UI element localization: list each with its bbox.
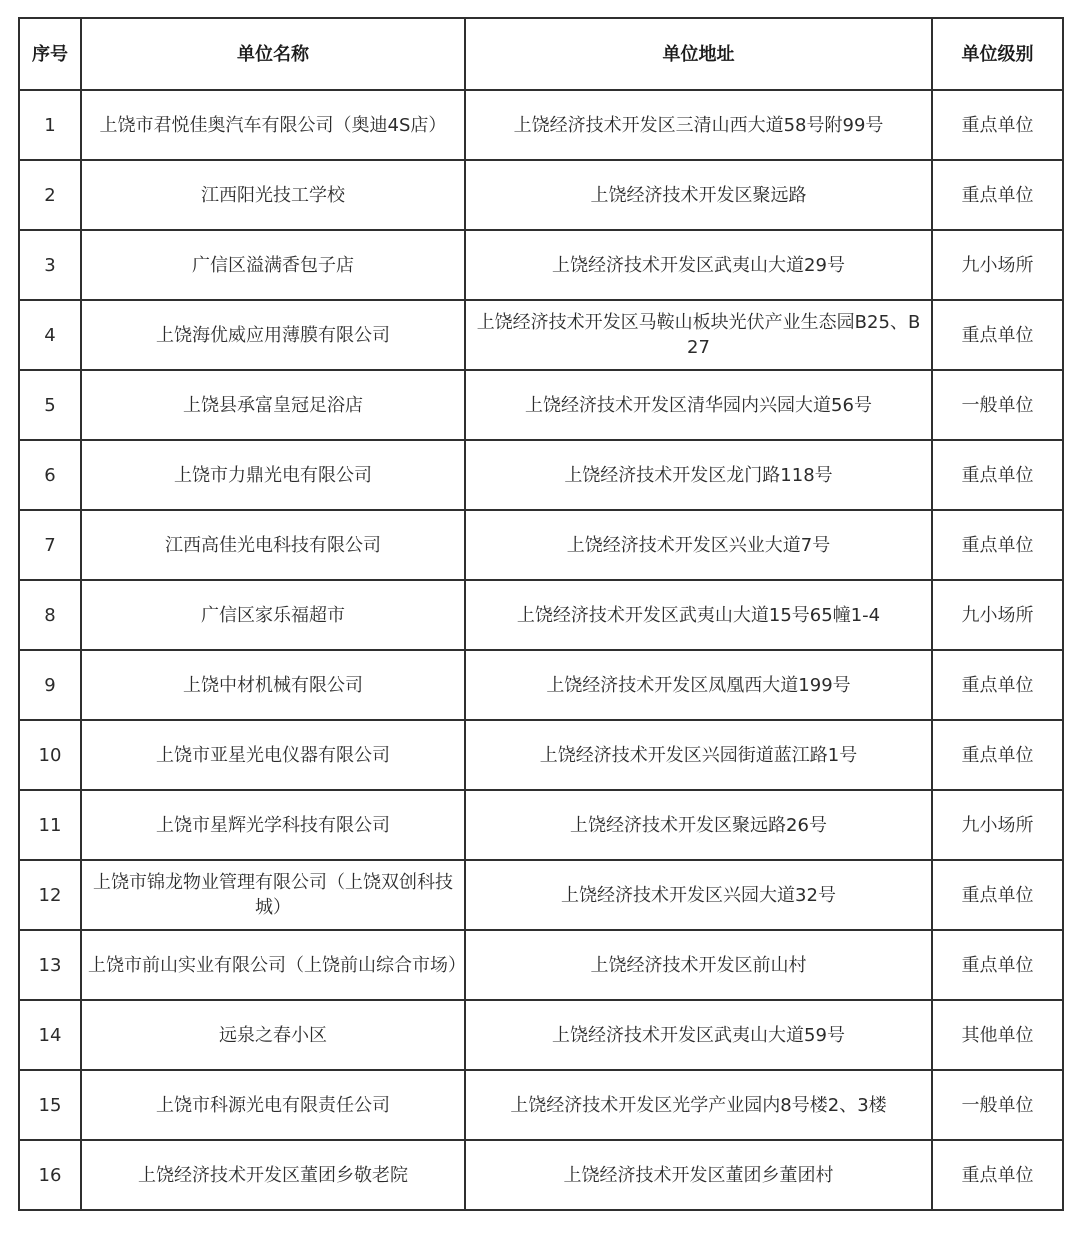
cell-name: 上饶市锦龙物业管理有限公司（上饶双创科技城） [81, 860, 465, 930]
table-row [19, 230, 1063, 300]
cell-name: 江西高佳光电科技有限公司 [81, 510, 465, 580]
table-row [19, 1070, 1063, 1140]
table-row [19, 1000, 1063, 1070]
cell-name: 上饶县承富皇冠足浴店 [81, 370, 465, 440]
cell-level: 九小场所 [932, 580, 1063, 650]
cell-index: 8 [19, 580, 81, 650]
cell-level: 重点单位 [932, 650, 1063, 720]
table-row [19, 720, 1063, 790]
cell-index: 9 [19, 650, 81, 720]
table-row [19, 790, 1063, 860]
cell-index: 1 [19, 90, 81, 160]
table-row [19, 300, 1063, 370]
cell-level: 重点单位 [932, 930, 1063, 1000]
unit-table [18, 17, 1064, 1211]
cell-name: 广信区家乐福超市 [81, 580, 465, 650]
table-row [19, 1140, 1063, 1210]
cell-address: 上饶经济技术开发区兴园大道32号 [465, 860, 932, 930]
table-row [19, 580, 1063, 650]
table-row [19, 930, 1063, 1000]
cell-level: 重点单位 [932, 860, 1063, 930]
cell-level: 重点单位 [932, 510, 1063, 580]
cell-name: 上饶经济技术开发区董团乡敬老院 [81, 1140, 465, 1210]
cell-level: 重点单位 [932, 160, 1063, 230]
cell-index: 10 [19, 720, 81, 790]
cell-address: 上饶经济技术开发区聚远路26号 [465, 790, 932, 860]
cell-name: 上饶市科源光电有限责任公司 [81, 1070, 465, 1140]
cell-address: 上饶经济技术开发区武夷山大道59号 [465, 1000, 932, 1070]
cell-index: 2 [19, 160, 81, 230]
cell-level: 重点单位 [932, 90, 1063, 160]
table-row [19, 90, 1063, 160]
table-body [19, 90, 1063, 1210]
unit-table-container [18, 17, 1062, 1211]
cell-level: 一般单位 [932, 1070, 1063, 1140]
cell-level: 九小场所 [932, 230, 1063, 300]
cell-address: 上饶经济技术开发区马鞍山板块光伏产业生态园B25、B27 [465, 300, 932, 370]
header-name: 单位名称 [81, 18, 465, 90]
cell-index: 16 [19, 1140, 81, 1210]
cell-level: 重点单位 [932, 1140, 1063, 1210]
cell-index: 14 [19, 1000, 81, 1070]
table-row [19, 510, 1063, 580]
cell-address: 上饶经济技术开发区龙门路118号 [465, 440, 932, 510]
cell-index: 11 [19, 790, 81, 860]
header-index: 序号 [19, 18, 81, 90]
cell-level: 重点单位 [932, 720, 1063, 790]
table-row [19, 860, 1063, 930]
cell-address: 上饶经济技术开发区清华园内兴园大道56号 [465, 370, 932, 440]
cell-address: 上饶经济技术开发区兴业大道7号 [465, 510, 932, 580]
table-row [19, 370, 1063, 440]
cell-address: 上饶经济技术开发区光学产业园内8号楼2、3楼 [465, 1070, 932, 1140]
cell-index: 6 [19, 440, 81, 510]
cell-name: 江西阳光技工学校 [81, 160, 465, 230]
cell-level: 重点单位 [932, 300, 1063, 370]
header-row [19, 18, 1063, 90]
cell-name: 广信区溢满香包子店 [81, 230, 465, 300]
cell-address: 上饶经济技术开发区董团乡董团村 [465, 1140, 932, 1210]
cell-name: 上饶海优威应用薄膜有限公司 [81, 300, 465, 370]
cell-level: 九小场所 [932, 790, 1063, 860]
cell-name: 上饶市君悦佳奥汽车有限公司（奥迪4S店） [81, 90, 465, 160]
cell-address: 上饶经济技术开发区武夷山大道15号65幢1-4 [465, 580, 932, 650]
cell-name: 上饶市前山实业有限公司（上饶前山综合市场） [81, 930, 465, 1000]
cell-index: 7 [19, 510, 81, 580]
header-address: 单位地址 [465, 18, 932, 90]
table-row [19, 650, 1063, 720]
cell-index: 5 [19, 370, 81, 440]
cell-name: 远泉之春小区 [81, 1000, 465, 1070]
cell-address: 上饶经济技术开发区前山村 [465, 930, 932, 1000]
cell-level: 其他单位 [932, 1000, 1063, 1070]
cell-index: 13 [19, 930, 81, 1000]
cell-address: 上饶经济技术开发区兴园街道蓝江路1号 [465, 720, 932, 790]
cell-address: 上饶经济技术开发区三清山西大道58号附99号 [465, 90, 932, 160]
cell-index: 3 [19, 230, 81, 300]
cell-address: 上饶经济技术开发区凤凰西大道199号 [465, 650, 932, 720]
cell-name: 上饶市力鼎光电有限公司 [81, 440, 465, 510]
cell-index: 4 [19, 300, 81, 370]
table-row [19, 160, 1063, 230]
cell-level: 重点单位 [932, 440, 1063, 510]
cell-name: 上饶中材机械有限公司 [81, 650, 465, 720]
table-row [19, 440, 1063, 510]
cell-address: 上饶经济技术开发区武夷山大道29号 [465, 230, 932, 300]
cell-name: 上饶市亚星光电仪器有限公司 [81, 720, 465, 790]
cell-index: 12 [19, 860, 81, 930]
table-header [19, 18, 1063, 90]
cell-index: 15 [19, 1070, 81, 1140]
cell-level: 一般单位 [932, 370, 1063, 440]
header-level: 单位级别 [932, 18, 1063, 90]
cell-address: 上饶经济技术开发区聚远路 [465, 160, 932, 230]
cell-name: 上饶市星辉光学科技有限公司 [81, 790, 465, 860]
